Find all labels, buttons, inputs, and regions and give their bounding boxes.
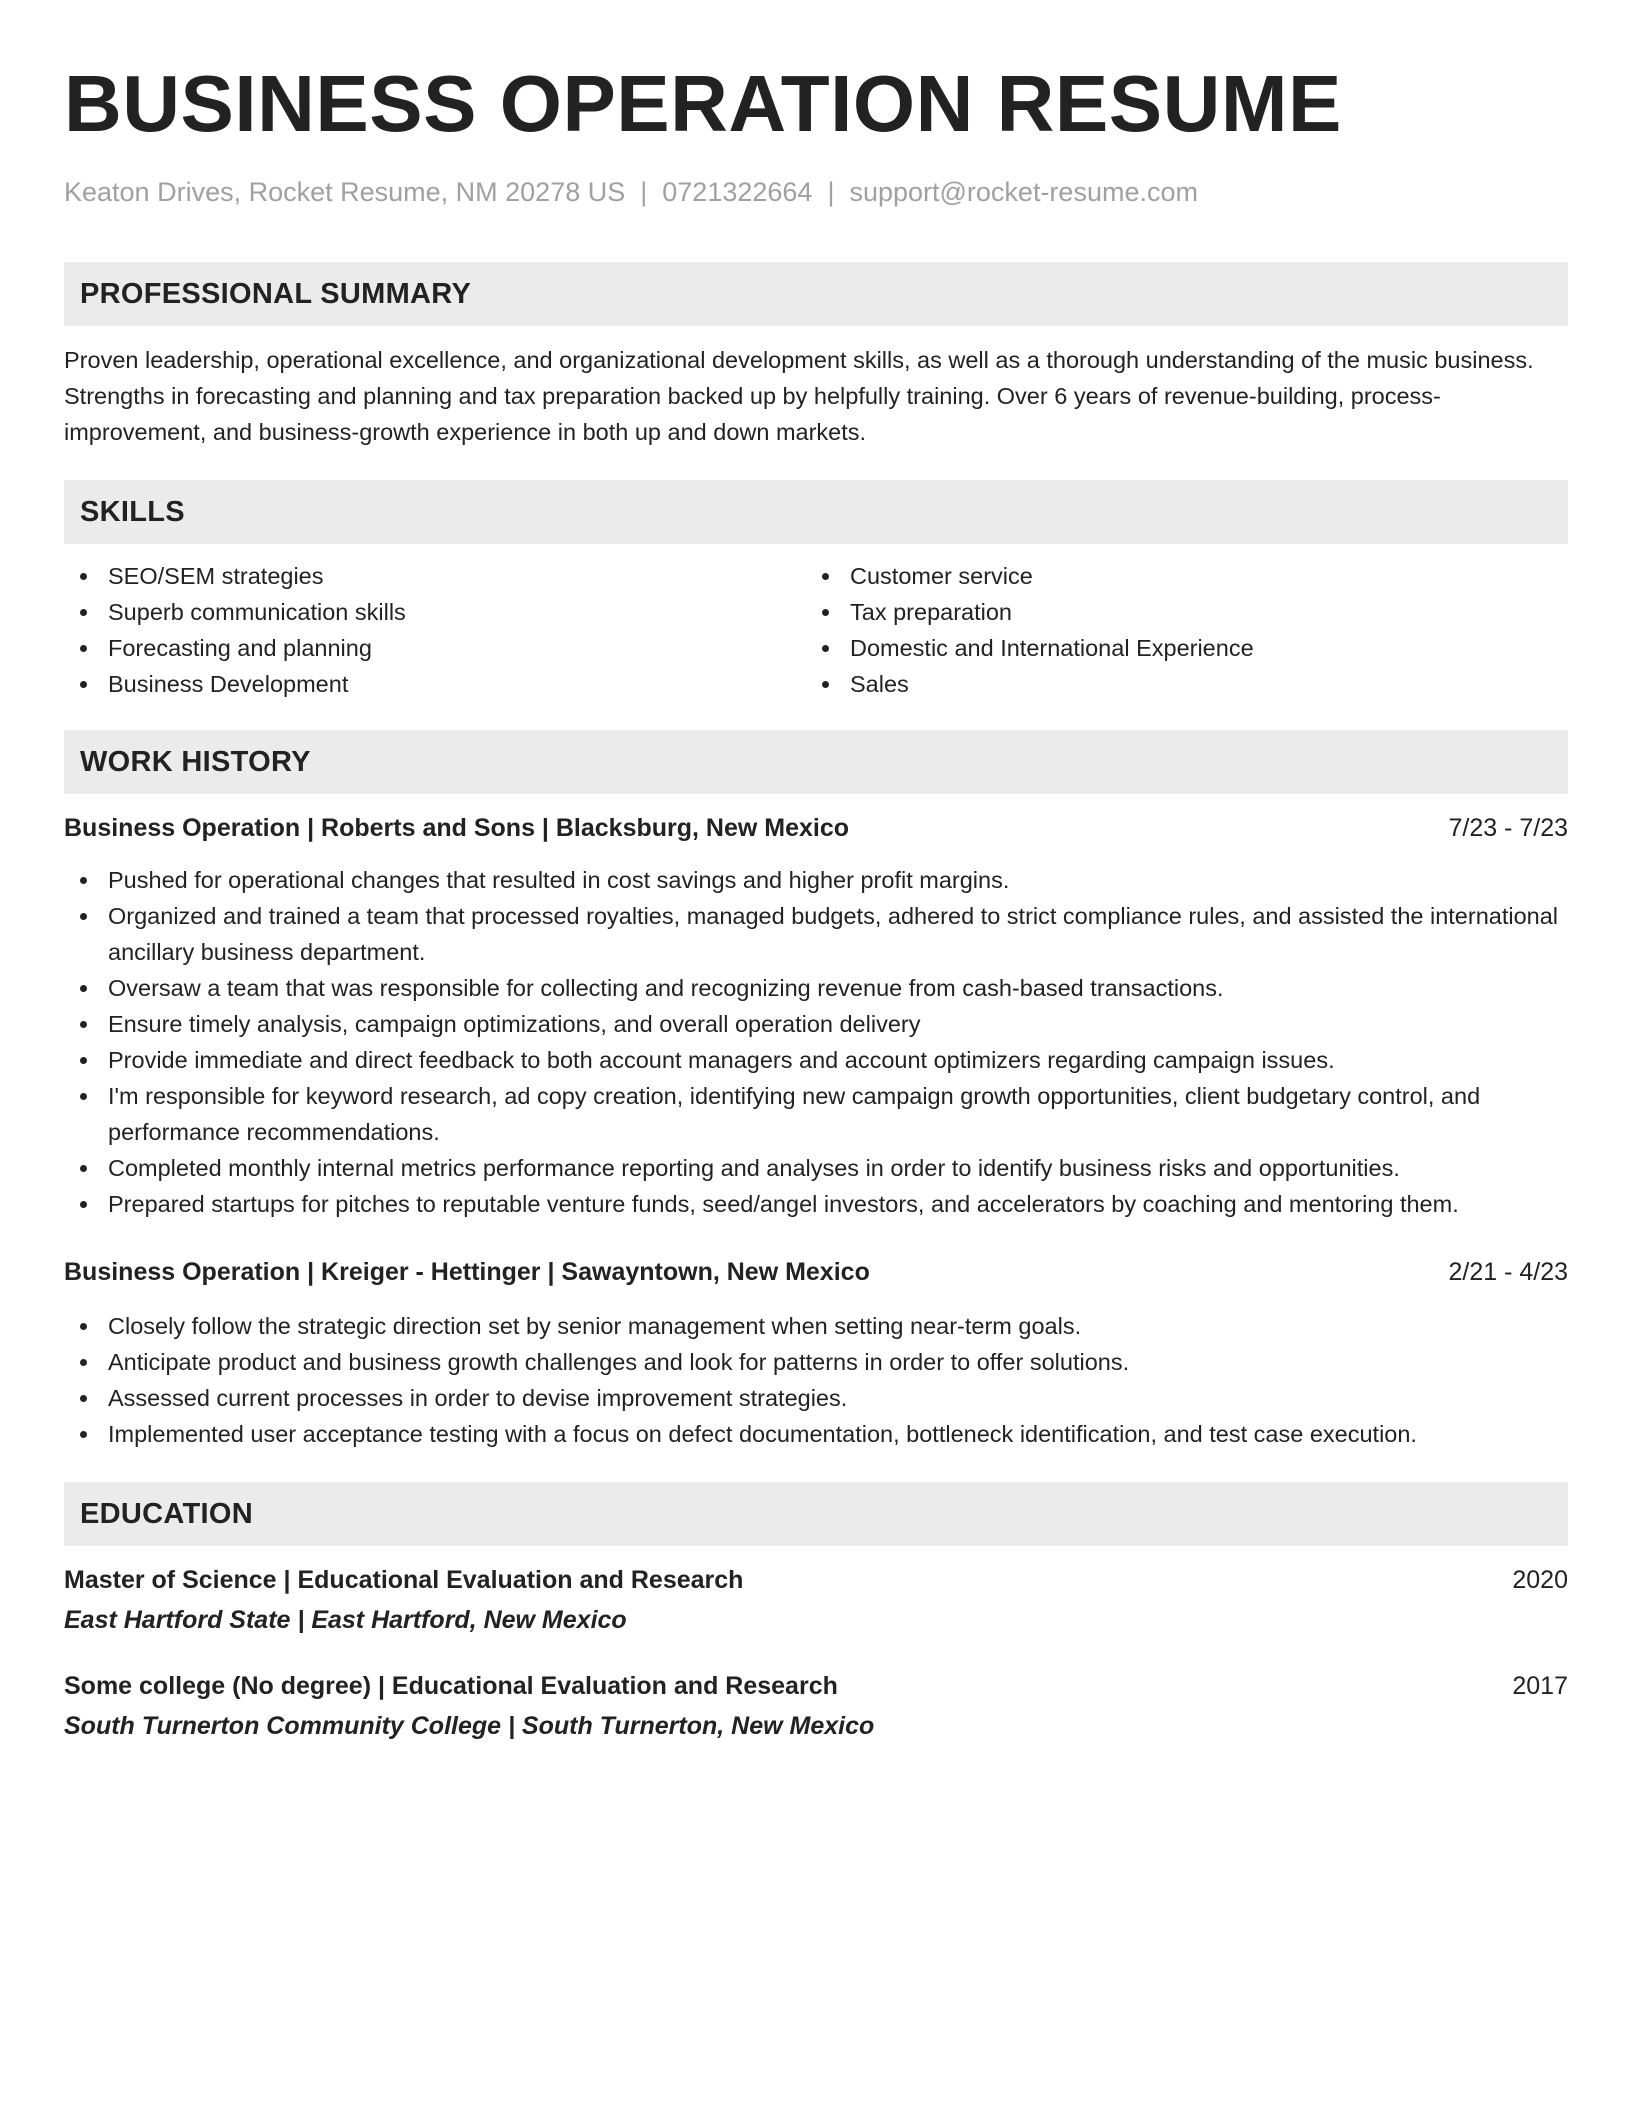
bullet-icon <box>80 681 87 688</box>
job-bullet <box>64 898 1568 970</box>
contact-separator: | <box>827 177 835 207</box>
bullet-icon <box>80 573 87 580</box>
bullet-text: Oversaw a team that was responsible for collecting and recognizing revenue from cash-based transactions. <box>108 975 1224 1001</box>
bullet-text: Provide immediate and direct feedback to both account managers and account optimizers regarding campaign issues. <box>108 1047 1335 1073</box>
job-bullet <box>64 1186 1568 1222</box>
job-bullet <box>64 1150 1568 1186</box>
bullet-icon <box>80 913 87 920</box>
skill-item <box>64 666 806 702</box>
skill-item <box>806 666 1548 702</box>
job-date: 7/23 - 7/23 <box>1448 814 1568 842</box>
bullet-icon <box>80 645 87 652</box>
degree-title: Some college (No degree) | Educational Evaluation and Research <box>64 1672 838 1700</box>
job-bullets <box>64 862 1568 1222</box>
bullet-icon <box>80 1021 87 1028</box>
bullet-icon <box>80 1201 87 1208</box>
job-bullet <box>64 970 1568 1006</box>
bullet-icon <box>822 573 829 580</box>
education-header <box>64 1562 1568 1598</box>
skills-column-left <box>64 558 806 702</box>
bullet-icon <box>80 1431 87 1438</box>
bullet-icon <box>80 1359 87 1366</box>
skill-item <box>64 594 806 630</box>
education-year: 2020 <box>1512 1566 1568 1594</box>
job-bullets <box>64 1308 1568 1452</box>
section-heading: SKILLS <box>80 495 185 528</box>
skill-label: Tax preparation <box>850 599 1012 625</box>
skills-section-header <box>64 480 1568 544</box>
job-entry <box>64 810 1568 1222</box>
summary-text: Proven leadership, operational excellence, and organizational development skills, as well as a thorough understanding of the music business. Strengths in forecasting and planning and tax preparation backed up by helpfully training. Over 6 years of revenue-building, process-improvement, and business-growth experience in both up and down markets. <box>64 347 1534 445</box>
summary-section-header <box>64 262 1568 326</box>
education-section-header <box>64 1482 1568 1546</box>
bullet-text: I'm responsible for keyword research, ad copy creation, identifying new campaign growth opportunities, client budgetary control, and performance recommendations. <box>108 1083 1481 1145</box>
job-bullet <box>64 1344 1568 1380</box>
skill-label: Superb communication skills <box>108 599 406 625</box>
bullet-text: Ensure timely analysis, campaign optimizations, and overall operation delivery <box>108 1011 921 1037</box>
bullet-icon <box>822 681 829 688</box>
degree-title: Master of Science | Educational Evaluation and Research <box>64 1566 744 1594</box>
job-title: Business Operation | Kreiger - Hettinger | Sawayntown, New Mexico <box>64 1258 870 1286</box>
job-entry <box>64 1254 1568 1452</box>
bullet-icon <box>80 1395 87 1402</box>
skill-item <box>64 558 806 594</box>
job-header <box>64 1254 1568 1290</box>
bullet-icon <box>822 645 829 652</box>
education-entry <box>64 1668 1568 1744</box>
bullet-text: Anticipate product and business growth challenges and look for patterns in order to offer solutions. <box>108 1349 1130 1375</box>
job-bullet <box>64 1380 1568 1416</box>
contact-separator: | <box>640 177 648 207</box>
skill-label: Forecasting and planning <box>108 635 372 661</box>
bullet-icon <box>80 1057 87 1064</box>
bullet-icon <box>80 1093 87 1100</box>
skill-item <box>806 594 1548 630</box>
work-section-header <box>64 730 1568 794</box>
bullet-icon <box>80 609 87 616</box>
section-heading: PROFESSIONAL SUMMARY <box>80 277 472 310</box>
resume-page <box>64 56 1568 1744</box>
bullet-text: Pushed for operational changes that resulted in cost savings and higher profit margins. <box>108 867 1010 893</box>
skill-label: SEO/SEM strategies <box>108 563 324 589</box>
bullet-icon <box>80 877 87 884</box>
contact-email: support@rocket-resume.com <box>849 177 1198 207</box>
job-bullet <box>64 1308 1568 1344</box>
job-date: 2/21 - 4/23 <box>1448 1258 1568 1286</box>
skill-label: Customer service <box>850 563 1033 589</box>
education-year: 2017 <box>1512 1672 1568 1700</box>
skills-column-right <box>806 558 1548 702</box>
job-bullet <box>64 862 1568 898</box>
section-heading: EDUCATION <box>80 1497 253 1530</box>
bullet-icon <box>822 609 829 616</box>
education-header <box>64 1668 1568 1704</box>
bullet-text: Implemented user acceptance testing with a focus on defect documentation, bottleneck identification, and test case execution. <box>108 1421 1417 1447</box>
bullet-icon <box>80 1165 87 1172</box>
school-name: East Hartford State | East Hartford, New Mexico <box>64 1606 627 1634</box>
skill-label: Domestic and International Experience <box>850 635 1254 661</box>
bullet-text: Closely follow the strategic direction set by senior management when setting near-term goals. <box>108 1313 1082 1339</box>
school-name: South Turnerton Community College | South Turnerton, New Mexico <box>64 1712 875 1740</box>
job-title: Business Operation | Roberts and Sons | Blacksburg, New Mexico <box>64 814 850 842</box>
contact-line <box>64 174 1568 210</box>
job-header <box>64 810 1568 846</box>
skill-item <box>806 630 1548 666</box>
resume-title: BUSINESS OPERATION RESUME <box>64 59 1342 148</box>
bullet-text: Organized and trained a team that processed royalties, managed budgets, adhered to strict compliance rules, and assisted the international ancillary business department. <box>108 903 1559 965</box>
job-bullet <box>64 1042 1568 1078</box>
bullet-text: Assessed current processes in order to devise improvement strategies. <box>108 1385 848 1411</box>
section-heading: WORK HISTORY <box>80 745 311 778</box>
skill-label: Business Development <box>108 671 349 697</box>
education-entry <box>64 1562 1568 1638</box>
bullet-icon <box>80 985 87 992</box>
bullet-text: Prepared startups for pitches to reputable venture funds, seed/angel investors, and accelerators by coaching and mentoring them. <box>108 1191 1459 1217</box>
job-bullet <box>64 1006 1568 1042</box>
skill-label: Sales <box>850 671 909 697</box>
bullet-text: Completed monthly internal metrics performance reporting and analyses in order to identify business risks and opportunities. <box>108 1155 1400 1181</box>
skills-list <box>64 558 1568 702</box>
skill-item <box>806 558 1548 594</box>
contact-phone: 0721322664 <box>662 177 813 207</box>
contact-address: Keaton Drives, Rocket Resume, NM 20278 US <box>64 177 626 207</box>
bullet-icon <box>80 1323 87 1330</box>
job-bullet <box>64 1078 1568 1150</box>
skill-item <box>64 630 806 666</box>
job-bullet <box>64 1416 1568 1452</box>
